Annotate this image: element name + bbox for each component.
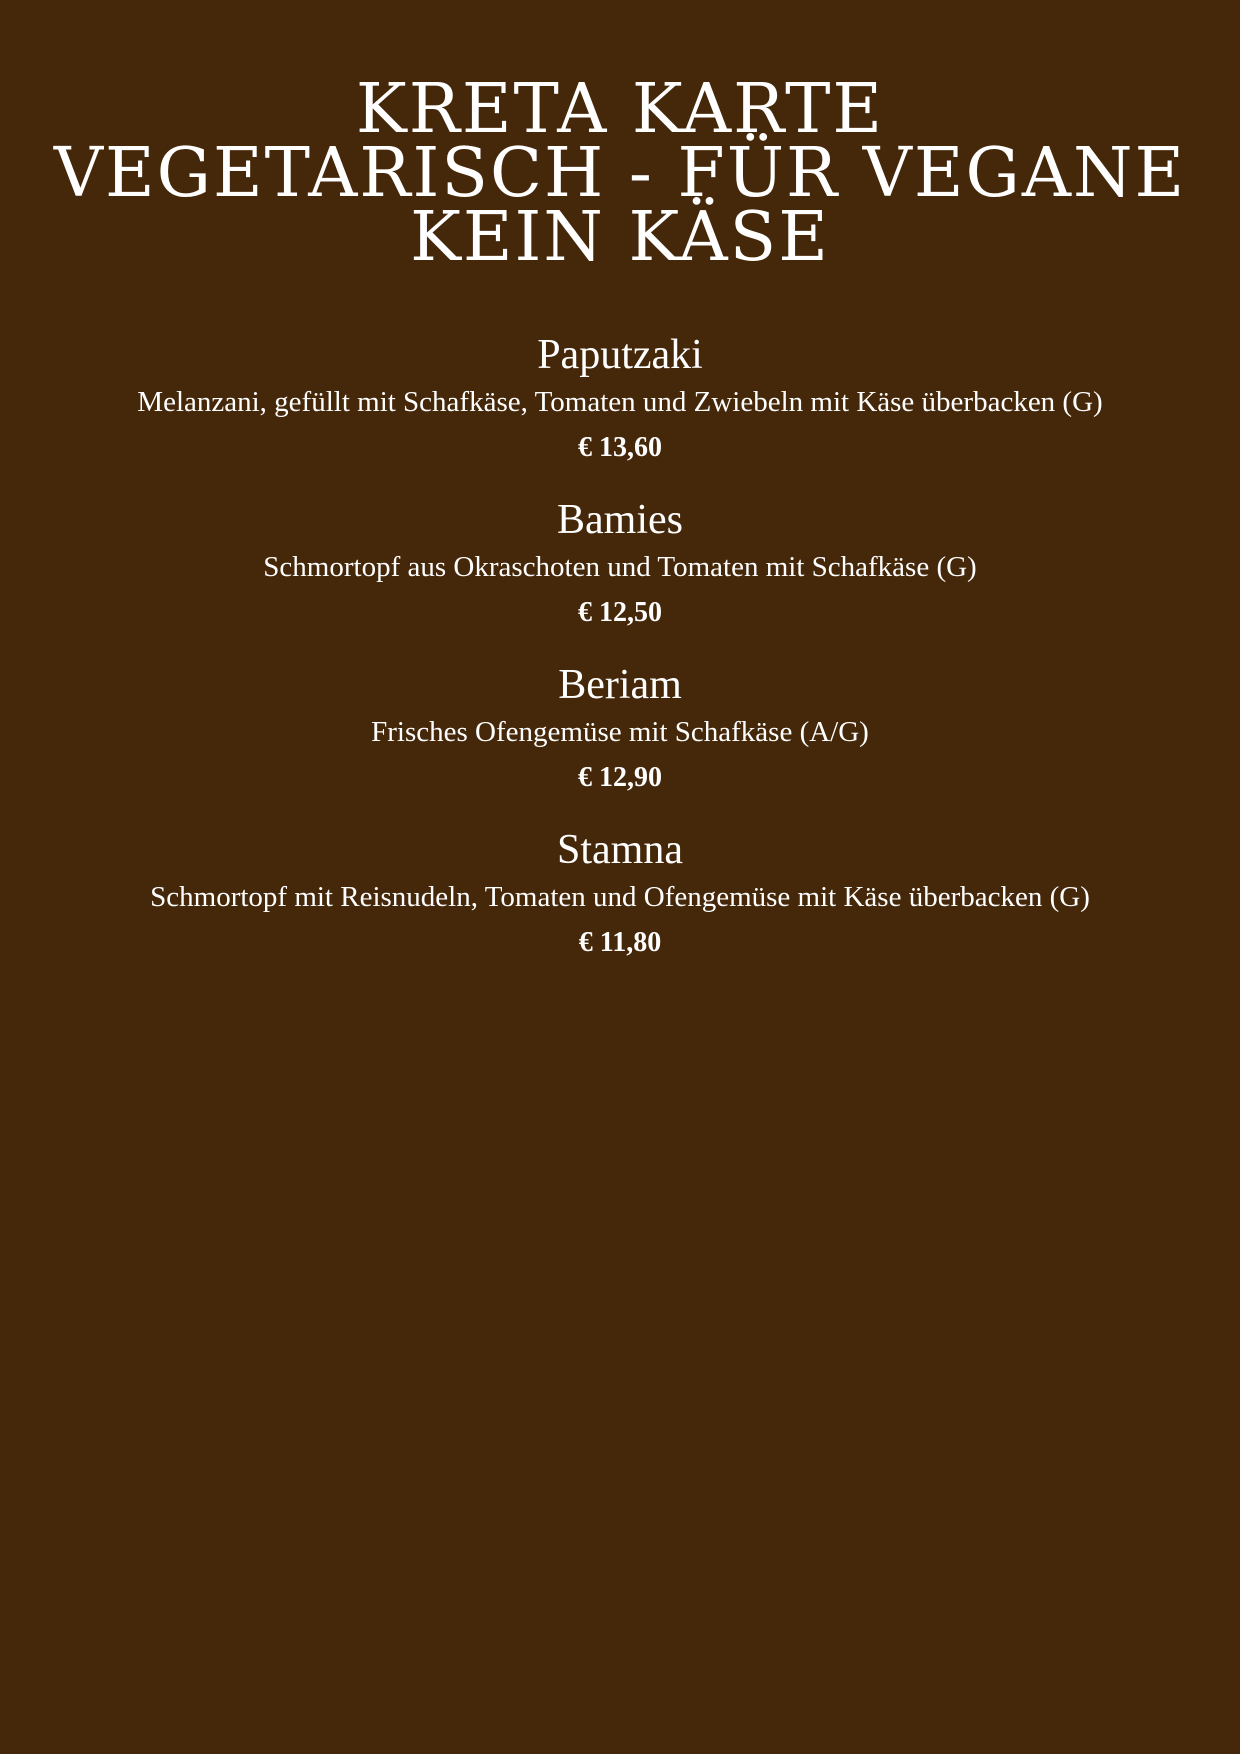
title-line-3: KEIN KÄSE — [410, 198, 830, 277]
dish-description: Melanzani, gefüllt mit Schafkäse, Tomaten und Zwiebeln mit Käse überbacken (G) — [137, 386, 1103, 418]
dish-price: € 12,50 — [578, 597, 662, 628]
menu-list — [0, 330, 1240, 990]
dish-name: Paputzaki — [537, 332, 703, 378]
title-line-1: KRETA KARTE — [355, 70, 885, 149]
menu-item-stamna — [0, 825, 1240, 990]
dish-name: Bamies — [557, 497, 683, 543]
dish-name: Beriam — [558, 662, 682, 708]
dish-description: Frisches Ofengemüse mit Schafkäse (A/G) — [371, 716, 869, 748]
title-line-2: VEGETARISCH - FÜR VEGANE — [53, 134, 1187, 213]
dish-description: Schmortopf mit Reisnudeln, Tomaten und Ofengemüse mit Käse überbacken (G) — [150, 881, 1090, 913]
dish-name: Stamna — [557, 827, 683, 873]
menu-item-beriam — [0, 660, 1240, 825]
dish-price: € 13,60 — [578, 432, 662, 463]
menu-item-bamies — [0, 495, 1240, 660]
dish-price: € 12,90 — [578, 762, 662, 793]
menu-item-paputzaki — [0, 330, 1240, 495]
dish-description: Schmortopf aus Okraschoten und Tomaten mit Schafkäse (G) — [263, 551, 977, 583]
dish-price: € 11,80 — [578, 927, 662, 958]
page-title — [0, 70, 1240, 277]
